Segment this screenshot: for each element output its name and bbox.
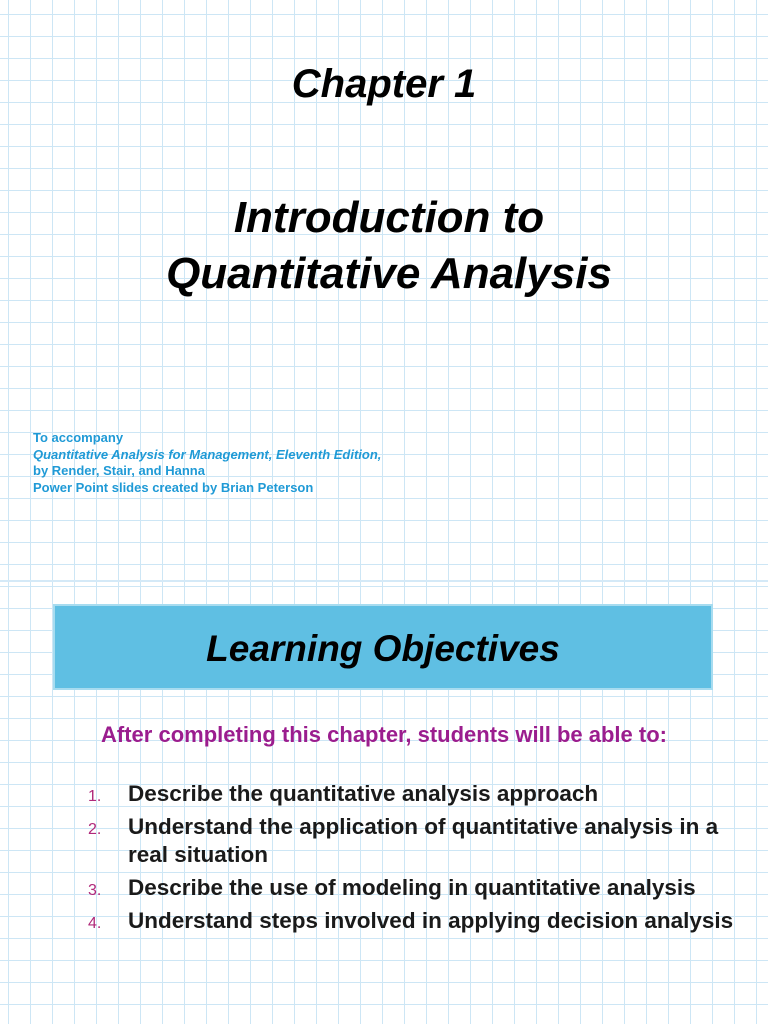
main-title: [0, 190, 768, 302]
objective-number: 2.: [88, 821, 102, 838]
objective-number: 3.: [88, 882, 102, 899]
slide-divider: [0, 580, 768, 582]
objective-number: 1.: [88, 788, 102, 805]
objective-text: Understand the application of quantitative analysis in a real situation: [128, 814, 719, 867]
learning-objectives-banner: [53, 604, 713, 690]
objectives-intro: After completing this chapter, students will be able to:: [101, 722, 667, 747]
objective-number: 4.: [88, 915, 102, 932]
credits-line-authors: by Render, Stair, and Hanna: [33, 463, 205, 478]
objective-item: [88, 907, 748, 935]
main-title-line1: Introduction to: [233, 193, 545, 242]
main-title-line2: Quantitative Analysis: [166, 249, 612, 298]
objectives-list: [88, 780, 748, 940]
credits-line-book: Quantitative Analysis for Management, Eleventh Edition,: [33, 446, 382, 462]
objective-item: [88, 780, 748, 808]
credits-line-accompany: To accompany: [33, 430, 124, 445]
objective-text: Describe the use of modeling in quantitative analysis: [128, 875, 696, 900]
objective-text: Understand steps involved in applying decision analysis: [128, 908, 734, 933]
objective-item: [88, 874, 748, 902]
credits-block: [33, 430, 381, 496]
credits-line-slides: Power Point slides created by Brian Peterson: [33, 479, 314, 495]
learning-objectives-heading: Learning Objectives: [206, 628, 560, 669]
chapter-title: Chapter 1: [291, 62, 477, 106]
objective-text: Describe the quantitative analysis approach: [128, 781, 599, 806]
objective-item: [88, 813, 748, 869]
